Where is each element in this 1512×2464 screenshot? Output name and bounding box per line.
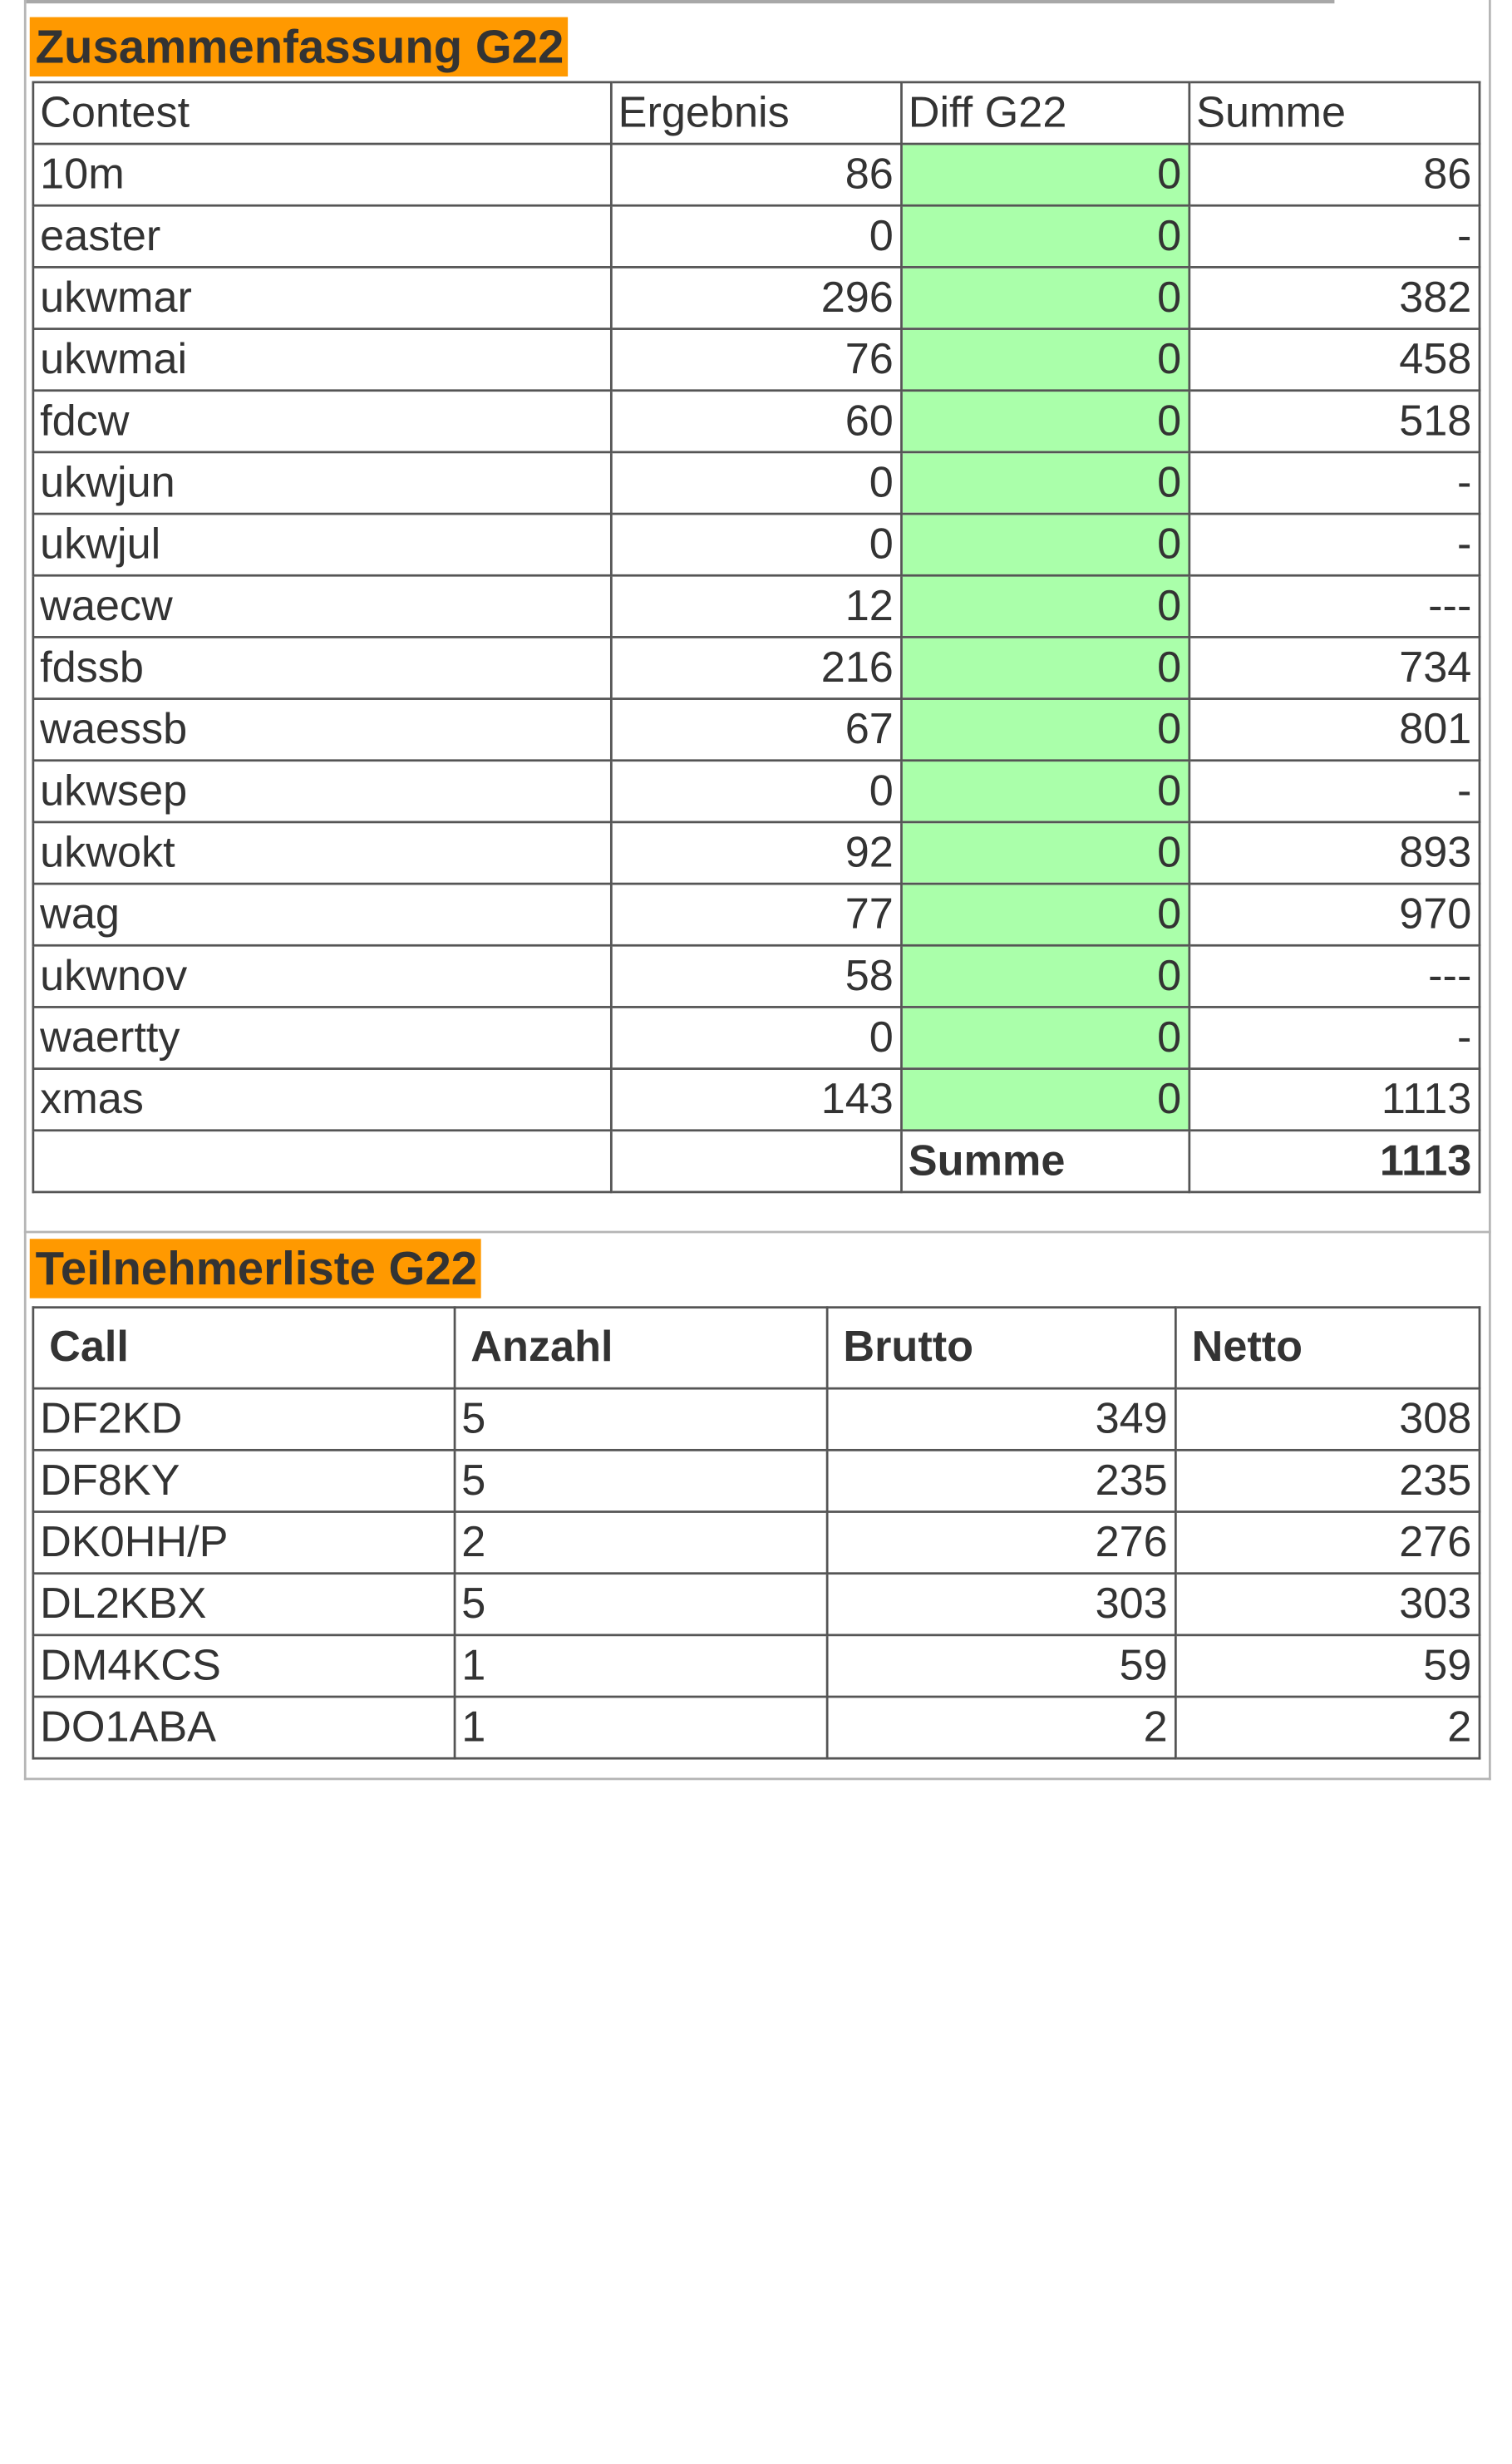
table-row [33,514,1480,575]
ergebnis-cell: 0 [611,205,901,267]
header-ergebnis: Ergebnis [611,82,901,144]
diff-cell: 0 [901,761,1189,822]
ergebnis-cell: 77 [611,884,901,945]
ergebnis-cell: 0 [611,1007,901,1068]
contest-cell: wag [33,884,611,945]
ergebnis-cell: 76 [611,329,901,391]
participants-table [32,1306,1480,1759]
header-contest: Contest [33,82,611,144]
total-label: Summe [901,1131,1189,1192]
table-row [33,205,1480,267]
contest-cell: fdcw [33,391,611,452]
ergebnis-cell: 67 [611,699,901,761]
summary-table [32,81,1480,1194]
brutto-cell: 59 [827,1635,1175,1697]
table-row [33,144,1480,205]
contest-cell: fdssb [33,637,611,698]
summe-cell: 1113 [1189,1069,1480,1131]
summe-cell: - [1189,514,1480,575]
contest-cell: waessb [33,699,611,761]
header-brutto: Brutto [827,1308,1175,1389]
header-summe: Summe [1189,82,1480,144]
header-netto: Netto [1175,1308,1480,1389]
table-row [33,822,1480,884]
contest-cell: 10m [33,144,611,205]
table-row [33,391,1480,452]
call-cell: DK0HH/P [33,1512,455,1574]
table-row [33,1388,1480,1450]
brutto-cell: 303 [827,1574,1175,1635]
anzahl-cell: 5 [455,1574,827,1635]
diff-cell: 0 [901,329,1189,391]
netto-cell: 308 [1175,1388,1480,1450]
summe-cell: 970 [1189,884,1480,945]
table-row [33,452,1480,514]
summe-cell: 458 [1189,329,1480,391]
netto-cell: 2 [1175,1697,1480,1758]
summary-header-row [33,82,1480,144]
diff-cell: 0 [901,205,1189,267]
anzahl-cell: 1 [455,1697,827,1758]
ergebnis-cell: 12 [611,575,901,637]
table-row [33,1450,1480,1511]
contest-cell: ukwsep [33,761,611,822]
brutto-cell: 276 [827,1512,1175,1574]
diff-cell: 0 [901,575,1189,637]
participants-section-title: Teilnehmerliste G22 [30,1239,480,1298]
contest-cell: ukwmai [33,329,611,391]
table-row [33,699,1480,761]
diff-cell: 0 [901,144,1189,205]
contest-cell: ukwjul [33,514,611,575]
diff-cell: 0 [901,945,1189,1007]
ergebnis-cell: 92 [611,822,901,884]
diff-cell: 0 [901,267,1189,328]
diff-cell: 0 [901,884,1189,945]
diff-cell: 0 [901,452,1189,514]
ergebnis-cell: 296 [611,267,901,328]
netto-cell: 59 [1175,1635,1480,1697]
total-value: 1113 [1189,1131,1480,1192]
total-empty-cell [611,1131,901,1192]
diff-cell: 0 [901,637,1189,698]
call-cell: DL2KBX [33,1574,455,1635]
summe-cell: - [1189,761,1480,822]
summary-body [33,144,1480,1131]
header-diff: Diff G22 [901,82,1189,144]
anzahl-cell: 2 [455,1512,827,1574]
summe-cell: 893 [1189,822,1480,884]
summary-total-row [33,1131,1480,1192]
diff-cell: 0 [901,391,1189,452]
table-row [33,1512,1480,1574]
summe-cell: - [1189,1007,1480,1068]
netto-cell: 235 [1175,1450,1480,1511]
diff-cell: 0 [901,699,1189,761]
ergebnis-cell: 216 [611,637,901,698]
contest-cell: ukwmar [33,267,611,328]
brutto-cell: 2 [827,1697,1175,1758]
contest-cell: ukwnov [33,945,611,1007]
summe-cell: 518 [1189,391,1480,452]
header-anzahl: Anzahl [455,1308,827,1389]
summe-cell: --- [1189,945,1480,1007]
diff-cell: 0 [901,822,1189,884]
table-row [33,884,1480,945]
header-call: Call [33,1308,455,1389]
summe-cell: --- [1189,575,1480,637]
table-row [33,575,1480,637]
table-row [33,267,1480,328]
summary-section-title: Zusammenfassung G22 [30,17,568,76]
table-row [33,1007,1480,1068]
table-row [33,1069,1480,1131]
table-row [33,1574,1480,1635]
table-row [33,1635,1480,1697]
ergebnis-cell: 0 [611,514,901,575]
ergebnis-cell: 0 [611,761,901,822]
table-row [33,329,1480,391]
summe-cell: 801 [1189,699,1480,761]
anzahl-cell: 1 [455,1635,827,1697]
contest-cell: waecw [33,575,611,637]
call-cell: DF2KD [33,1388,455,1450]
participants-header-row [33,1308,1480,1389]
contest-cell: xmas [33,1069,611,1131]
diff-cell: 0 [901,514,1189,575]
ergebnis-cell: 0 [611,452,901,514]
ergebnis-cell: 143 [611,1069,901,1131]
netto-cell: 303 [1175,1574,1480,1635]
section-divider [24,1231,1491,1234]
participants-body [33,1388,1480,1758]
call-cell: DO1ABA [33,1697,455,1758]
summe-cell: - [1189,205,1480,267]
contest-cell: ukwokt [33,822,611,884]
summe-cell: 86 [1189,144,1480,205]
call-cell: DM4KCS [33,1635,455,1697]
contest-cell: ukwjun [33,452,611,514]
summe-cell: 734 [1189,637,1480,698]
table-row [33,761,1480,822]
ergebnis-cell: 60 [611,391,901,452]
summe-cell: - [1189,452,1480,514]
brutto-cell: 235 [827,1450,1175,1511]
ergebnis-cell: 58 [611,945,901,1007]
diff-cell: 0 [901,1007,1189,1068]
contest-cell: waertty [33,1007,611,1068]
table-row [33,945,1480,1007]
table-row [33,1697,1480,1758]
total-empty-cell [33,1131,611,1192]
anzahl-cell: 5 [455,1388,827,1450]
contest-cell: easter [33,205,611,267]
table-row [33,637,1480,698]
call-cell: DF8KY [33,1450,455,1511]
brutto-cell: 349 [827,1388,1175,1450]
anzahl-cell: 5 [455,1450,827,1511]
ergebnis-cell: 86 [611,144,901,205]
summe-cell: 382 [1189,267,1480,328]
diff-cell: 0 [901,1069,1189,1131]
netto-cell: 276 [1175,1512,1480,1574]
